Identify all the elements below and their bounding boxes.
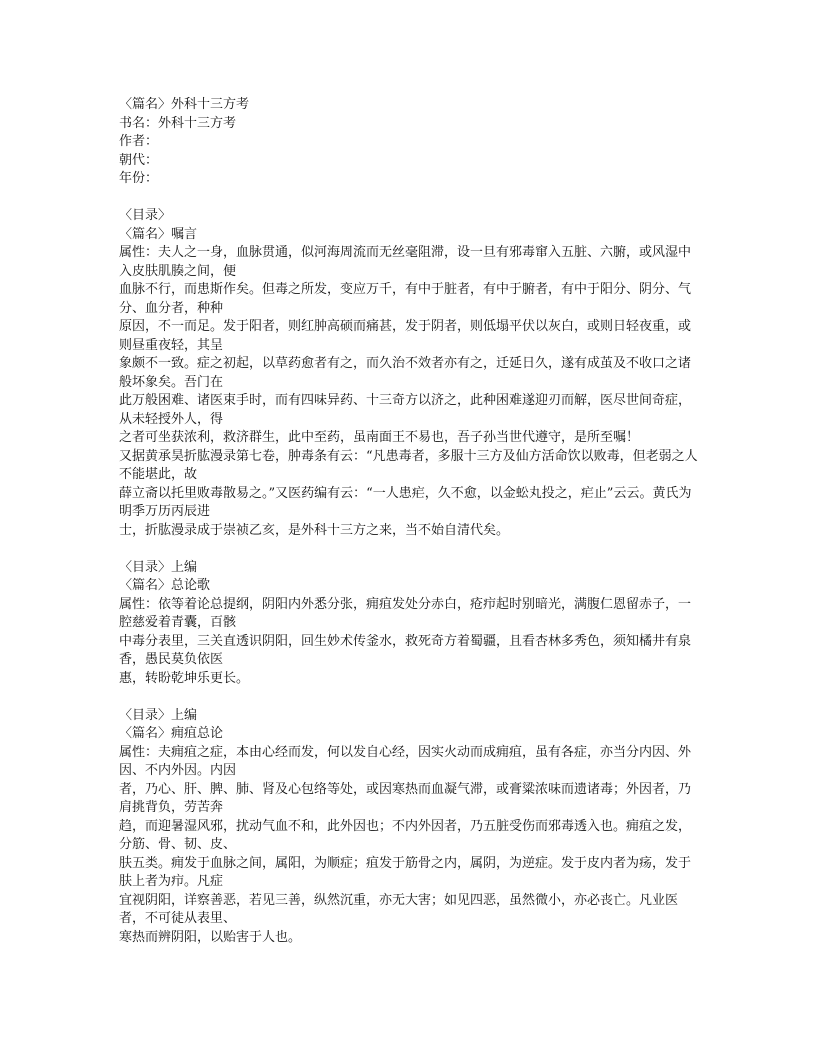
section-catalog-label: 〈目录〉	[119, 208, 172, 223]
section-title: 〈篇名〉嘱言	[119, 226, 198, 242]
body-text-line: 之者可坐获浓利，救济群生，此中至药，虽南面王不易也，吾子孙当世代遵守，是所至嘱！	[119, 430, 640, 445]
body-text-line: 象颇不一致。症之初起，以草药愈者有之，而久治不效者亦有之，迁延日久，遂有成茧及不收口之诸般坏象矣。吾门在	[119, 356, 692, 390]
body-text-line: 属性：夫痈疽之症，本由心经而发，何以发自心经，因实火动而成痈疽，虽有各症，亦当分内因、外因、不内外因。内因	[119, 744, 692, 778]
header-book-name: 书名：外科十三方考	[119, 115, 237, 131]
body-text-line: 属性：夫人之一身，血脉贯通，似河海周流而无丝毫阻滞，设一旦有邪毒窜入五脏、六腑，或风湿中入皮肤肌腠之间，便	[119, 245, 692, 279]
body-text-line: 士，折肱漫录成于崇祯乙亥，是外科十三方之来，当不始自清代矣。	[119, 522, 510, 538]
body-text-line: 属性：依等着论总提纲，阴阳内外悉分张，痈疽发处分赤白，疮疖起时别暗光，满腹仁恩留赤子，一腔慈爱着青囊，百骸	[119, 596, 692, 630]
body-text-line: 薛立斋以托里败毒散易之。”又医药编有云：“一人患疟，久不愈，以金蚣丸投之，疟止”云云。黄氏为明季万历丙辰进	[119, 485, 692, 519]
section-gap	[119, 688, 699, 707]
section-catalog-label: 〈目录〉上编	[119, 559, 198, 575]
body-text-line: 宜视阴阳，详察善恶，若见三善，纵然沉重，亦无大害；如见四恶，虽然微小，亦必丧亡。凡业医者，不可徒从表里、	[119, 892, 679, 926]
body-text-line: 趋，而迎暑湿风邪，扰动气血不和，此外因也；不内外因者，乃五脏受伤而邪毒透入也。痈疽之发，分筋、骨、韧、皮、	[119, 818, 692, 852]
body-text-line: 寒热而辨阴阳，以贻害于人也。	[119, 929, 302, 945]
section-title: 〈篇名〉痈疽总论	[119, 726, 224, 741]
body-text-line: 惠，转盼乾坤乐更长。	[119, 670, 250, 686]
section-yongju-zonglun	[119, 707, 699, 948]
body-text-line: 此万般困难、诸医束手时，而有四味异药、十三奇方以济之，此种困难遂迎刃而解，医尽世间奇症，从未轻授外人，得	[119, 393, 692, 427]
header-block	[119, 96, 699, 189]
header-title: 〈篇名〉外科十三方考	[119, 97, 250, 112]
section-zhuyan	[119, 207, 699, 540]
body-text-line: 血脉不行，而患斯作矣。但毒之所发，变应万千，有中于脏者，有中于腑者，有中于阳分、阴分、气分、血分者，种种	[119, 282, 692, 316]
body-text-line: 肤五类。痈发于血脉之间，属阳，为顺症；疽发于筋骨之内，属阴，为逆症。发于皮内者为疡，发于肤上者为疖。凡症	[119, 855, 692, 889]
header-author: 作者：	[119, 134, 159, 149]
section-title: 〈篇名〉总论歌	[119, 578, 211, 593]
header-year: 年份：	[119, 171, 159, 186]
body-text-line: 中毒分表里，三关直透识阴阳，回生妙术传釜水，救死奇方着蜀疆，且看杏林多秀色，须知橘井有泉香，愚民莫负依医	[119, 633, 692, 667]
body-text-line: 原因，不一而足。发于阳者，则红肿高硕而痛甚，发于阴者，则低塌平伏以灰白，或则日轻夜重，或则昼重夜轻，其呈	[119, 319, 692, 353]
section-zonglunge	[119, 559, 699, 689]
header-dynasty: 朝代：	[119, 152, 159, 168]
body-text-line: 又据黄承昊折肱漫录第七卷，肿毒条有云：“凡患毒者，多服十三方及仙方活命饮以败毒，但老弱之人不能堪此，故	[119, 448, 698, 482]
document-page	[119, 96, 699, 947]
section-gap	[119, 540, 699, 559]
section-gap	[119, 189, 699, 208]
section-catalog-label: 〈目录〉上编	[119, 707, 198, 723]
body-text-line: 者，乃心、肝、脾、肺、肾及心包络等处，或因寒热而血凝气滞，或膏粱浓味而遗诸毒；外因者，乃肩挑背负，劳苦奔	[119, 781, 692, 815]
